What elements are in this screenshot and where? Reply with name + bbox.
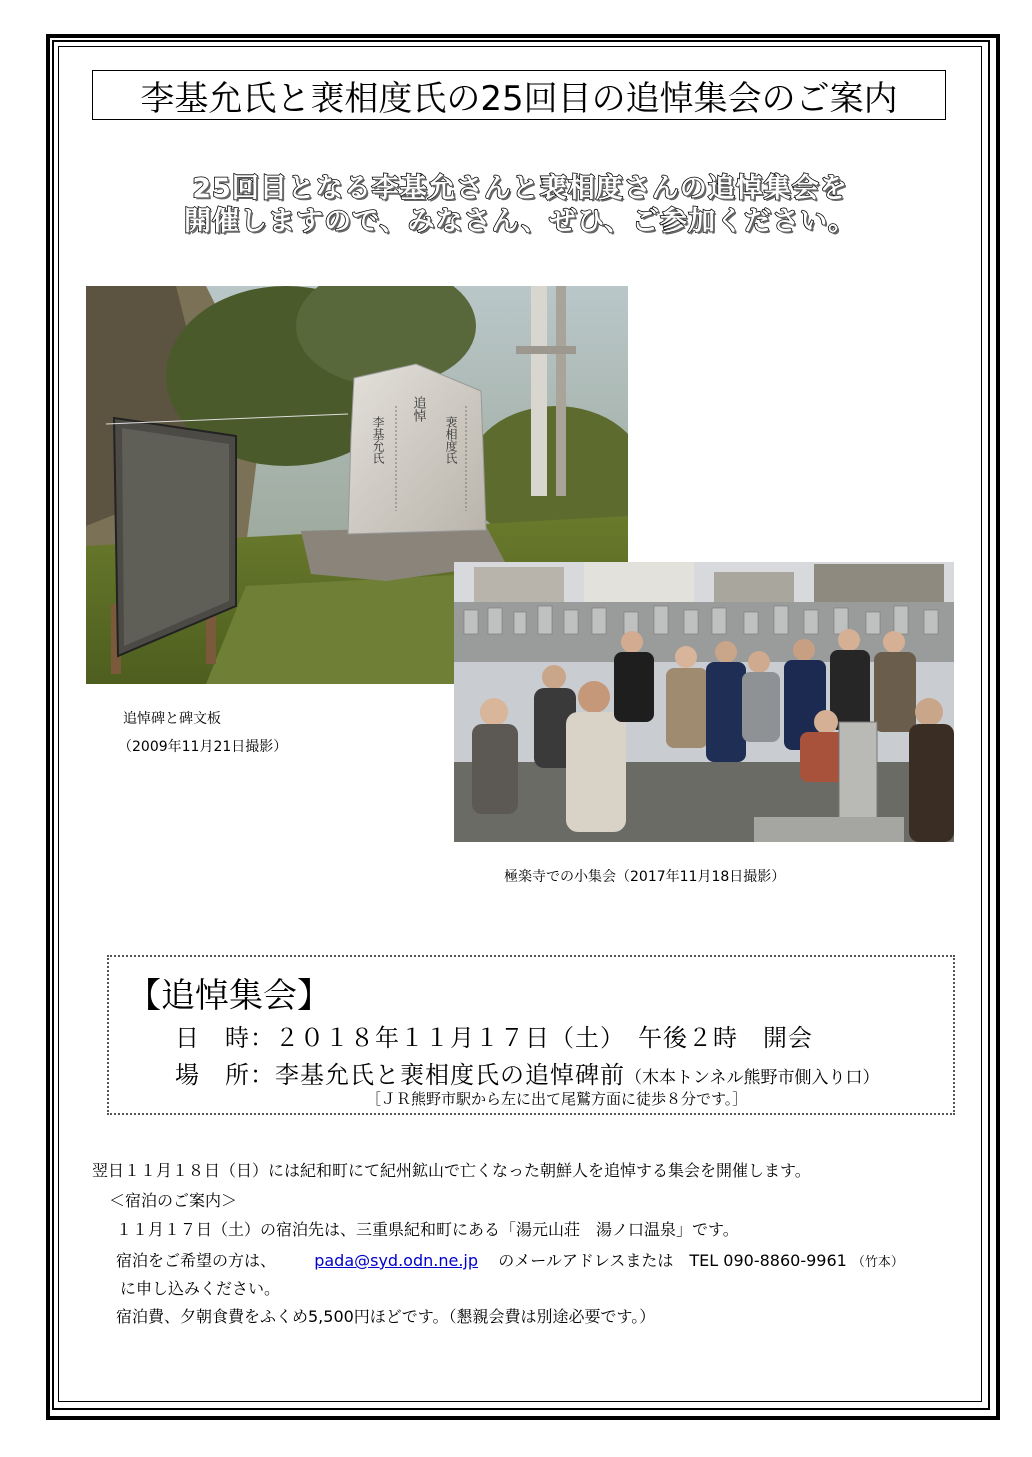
page-title: 李基允氏と裵相度氏の25回目の追悼集会のご案内 bbox=[92, 70, 946, 120]
intro-line-2: 開催しますので、みなさん、ぜひ、ご参加ください。 bbox=[184, 206, 856, 237]
lodging-line-2 bbox=[116, 1248, 904, 1271]
email-link[interactable]: pada@syd.odn.ne.jp bbox=[314, 1251, 479, 1270]
event-place-label: 場 所： bbox=[175, 1061, 275, 1089]
event-place-note: （木本トンネル熊野市側入り口） bbox=[625, 1068, 880, 1088]
photo1-caption-title: 追悼碑と碑文板 bbox=[123, 711, 221, 727]
lodging-apply-text: 宿泊をご希望の方は、 bbox=[116, 1251, 277, 1270]
photo2-caption: 極楽寺での小集会（2017年11月18日撮影） bbox=[504, 869, 786, 885]
event-heading: 【追悼集会】 bbox=[127, 976, 331, 1016]
event-place-value: 李基允氏と裵相度氏の追悼碑前 bbox=[275, 1061, 625, 1089]
event-date-row bbox=[175, 1018, 813, 1053]
lodging-heading: ＜宿泊のご案内＞ bbox=[109, 1191, 238, 1210]
event-date-label: 日 時： bbox=[175, 1024, 275, 1052]
event-date-value: ２０１８年１１月１７日（土） 午後２時 開会 bbox=[275, 1024, 813, 1052]
next-day-notice: 翌日１１月１８日（日）には紀和町にて紀州鉱山で亡くなった朝鮮人を追悼する集会を開催します。 bbox=[92, 1161, 811, 1180]
temple-gathering-photo bbox=[454, 562, 954, 842]
lodging-contact-text: のメールアドレスまたは TEL 090-8860-9961 bbox=[498, 1251, 847, 1270]
photo1-caption-date: （2009年11月21日撮影） bbox=[118, 739, 288, 755]
monument-text-center: 追悼 bbox=[410, 396, 426, 422]
contact-name: （竹本） bbox=[851, 1255, 904, 1270]
monument-text-left: 李基允氏 bbox=[371, 416, 385, 464]
lodging-line-1: １１月１７日（土）の宿泊先は、三重県紀和町にある「湯元山荘 湯ノ口温泉」です。 bbox=[116, 1220, 739, 1239]
intro-message bbox=[100, 172, 940, 238]
event-place-row bbox=[175, 1055, 880, 1090]
lodging-line-4: 宿泊費、夕朝食費をふくめ5,500円ほどです。（懇親会費は別途必要です。） bbox=[116, 1307, 656, 1326]
event-access-note: ［ＪＲ熊野市駅から左に出て尾鷲方面に徒歩８分です。］ bbox=[366, 1090, 748, 1108]
lodging-line-3: に申し込みください。 bbox=[120, 1279, 281, 1298]
monument-text-right: 裵相度氏 bbox=[444, 416, 458, 464]
intro-line-1: 25回目となる李基允さんと裵相度さんの追悼集会を bbox=[192, 173, 848, 204]
